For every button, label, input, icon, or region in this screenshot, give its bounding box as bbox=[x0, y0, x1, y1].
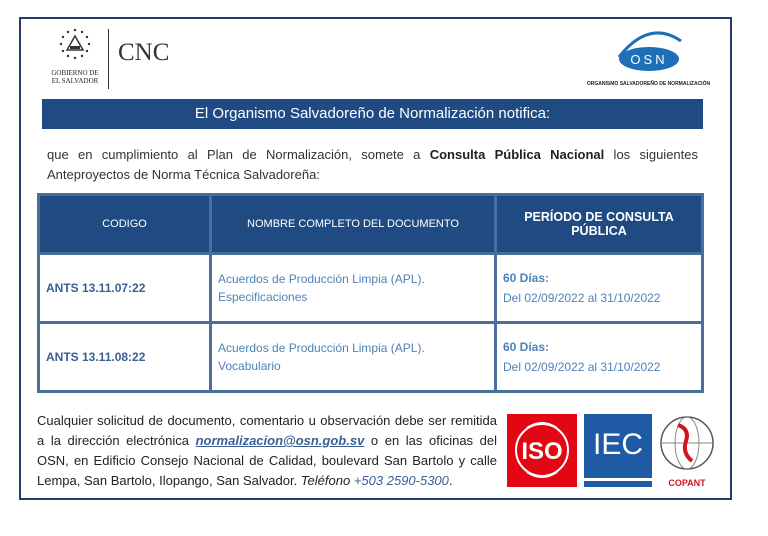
row-range: Del 02/09/2022 al 31/10/2022 bbox=[503, 360, 661, 374]
gobierno-logo bbox=[43, 27, 107, 85]
row-name: Acuerdos de Producción Limpia (APL). Vocabulario bbox=[212, 324, 494, 390]
gobierno-text: GOBIERNO DE EL SALVADOR bbox=[51, 69, 99, 85]
intro-emphasis: Consulta Pública Nacional bbox=[429, 147, 605, 162]
row-code: ANTS 13.11.08:22 bbox=[40, 324, 209, 390]
row-range: Del 02/09/2022 al 31/10/2022 bbox=[503, 291, 661, 305]
osn-tagline: ORGANISMO SALVADOREÑO DE NORMALIZACIÓN bbox=[586, 81, 711, 87]
header-periodo: PERÍODO DE CONSULTA PÚBLICA bbox=[497, 196, 701, 252]
header-codigo: CODIGO bbox=[40, 196, 209, 252]
intro-text-end: los siguientes Anteproyectos de Norma Técnica Salvadoreña: bbox=[47, 147, 698, 182]
osn-emblem-text: OSN bbox=[629, 52, 668, 67]
copant-text: COPANT bbox=[668, 478, 706, 488]
el-salvador-seal-icon bbox=[58, 27, 92, 61]
contact-paragraph bbox=[37, 411, 497, 491]
standards-table bbox=[37, 193, 704, 393]
table-row bbox=[40, 324, 701, 390]
header-divider bbox=[108, 29, 109, 89]
iso-globe-icon bbox=[507, 414, 577, 487]
osn-emblem-icon bbox=[609, 27, 689, 75]
notice-frame bbox=[19, 17, 732, 500]
row-name: Acuerdos de Producción Limpia (APL). Especificaciones bbox=[212, 255, 494, 321]
copant-logo bbox=[657, 413, 717, 489]
iec-bar bbox=[584, 478, 652, 481]
notice-banner: El Organismo Salvadoreño de Normalización notifica: bbox=[42, 99, 703, 129]
iso-text: ISO bbox=[521, 438, 563, 465]
contact-address: o en las oficinas del OSN, en Edificio Consejo Nacional de Calidad, boulevard San Bartolo y calle Lempa, San Bartolo, Ilopango, San Salvador. bbox=[37, 433, 497, 488]
phone-label: Teléfono bbox=[300, 473, 351, 488]
iec-logo bbox=[584, 414, 652, 487]
contact-end: . bbox=[448, 473, 453, 488]
phone-number: +503 2590-5300 bbox=[353, 473, 449, 488]
table-header-row bbox=[40, 196, 701, 252]
email-link[interactable]: normalizacion@osn.gob.sv bbox=[195, 433, 365, 448]
osn-logo bbox=[586, 27, 711, 87]
row-period bbox=[497, 324, 701, 390]
table-row bbox=[40, 255, 701, 321]
row-period bbox=[497, 255, 701, 321]
iso-logo bbox=[507, 414, 577, 487]
row-days: 60 Días: bbox=[503, 340, 550, 354]
row-days: 60 Días: bbox=[503, 271, 550, 285]
row-code: ANTS 13.11.07:22 bbox=[40, 255, 209, 321]
copant-globe-icon bbox=[658, 413, 716, 473]
contact-text: Cualquier solicitud de documento, comentario u observación debe ser remitida a la dirección electrónica bbox=[37, 413, 497, 448]
cnc-logo: CNC bbox=[118, 39, 170, 66]
header-nombre: NOMBRE COMPLETO DEL DOCUMENTO bbox=[212, 196, 494, 252]
intro-paragraph bbox=[47, 145, 698, 185]
intro-text-start: que en cumplimiento al Plan de Normalización, somete a bbox=[47, 147, 430, 162]
iec-text: IEC bbox=[592, 428, 643, 461]
